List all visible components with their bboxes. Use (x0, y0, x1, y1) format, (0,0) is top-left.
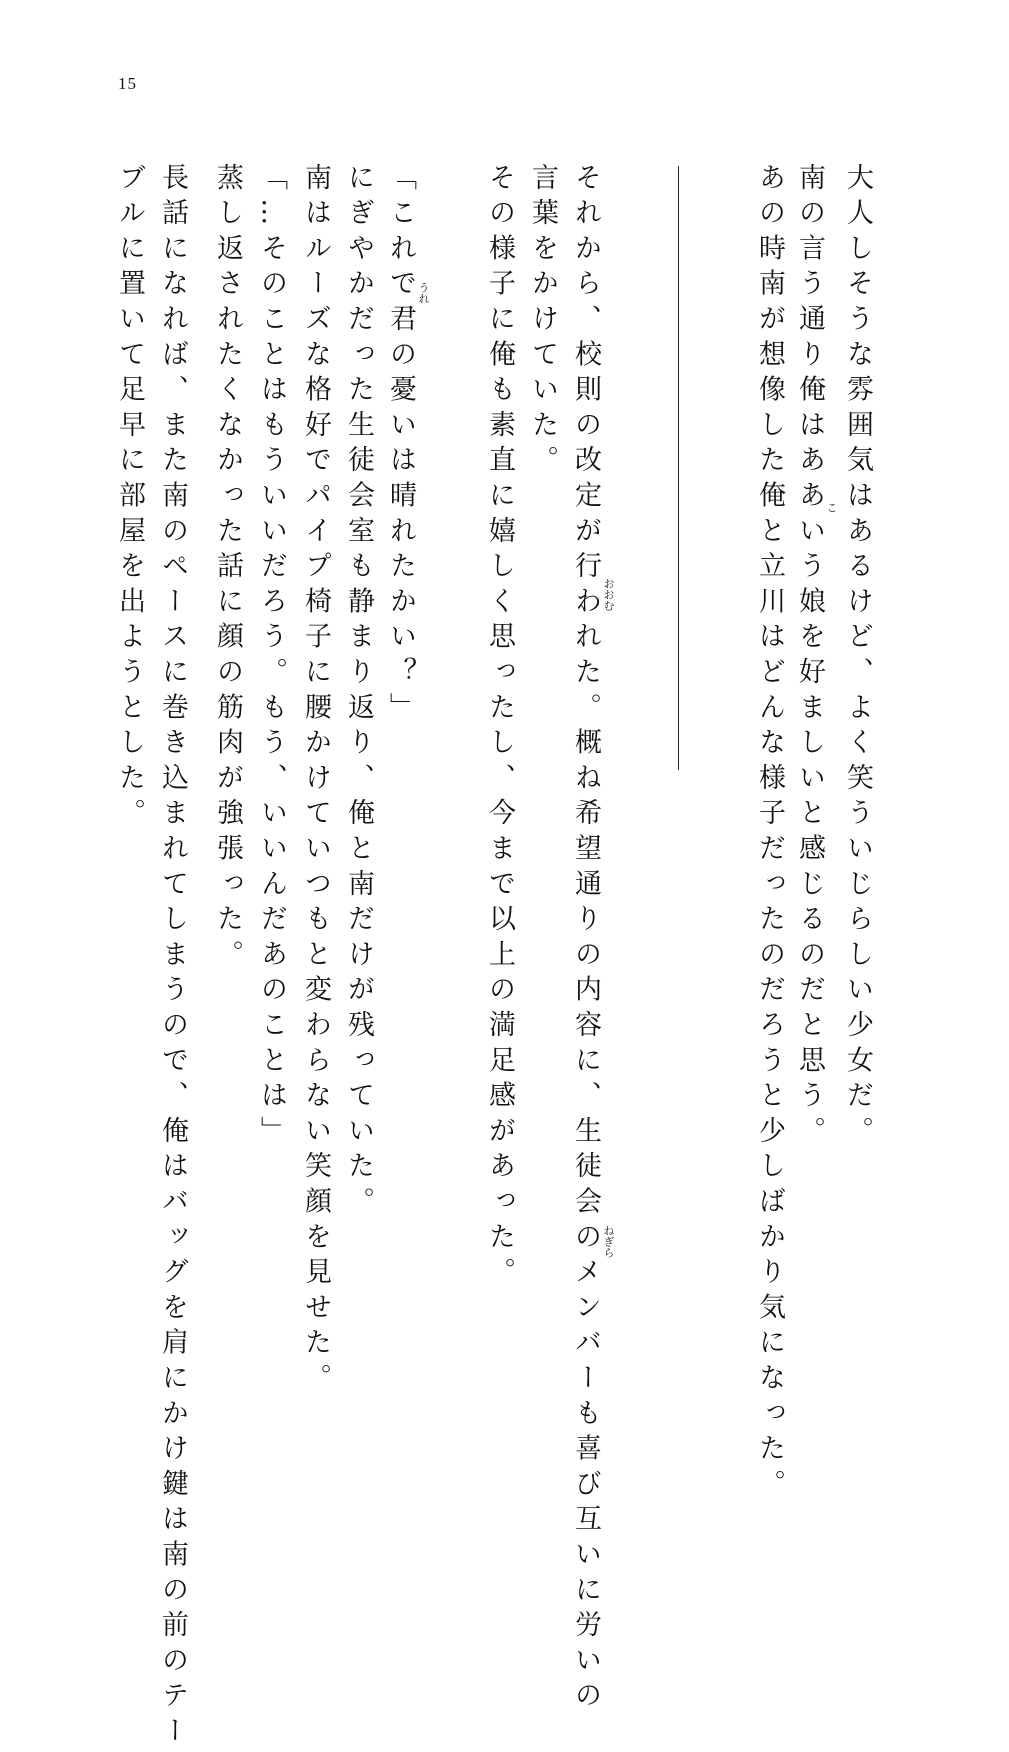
text-line: その様子に俺も素直に嬉しく思ったし、今まで以上の満足感があった。 (484, 163, 515, 1293)
scene-break-line (678, 166, 679, 770)
ruby-annotation: うれ (417, 282, 430, 304)
text-line: 言葉をかけていた。 (527, 163, 558, 481)
ruby-annotation: こ (825, 502, 838, 513)
text-line: 大人しそうな雰囲気はあるけど、よく笑ういじらしい少女だ。 (842, 163, 873, 1152)
text-line: にぎやかだった生徒会室も静まり返り、俺と南だけが残っていた。 (343, 163, 374, 1222)
text-line: 「これで君の憂いは晴れたかい？」 (385, 163, 416, 728)
text-line: あの時南が想像した俺と立川はどんな様子だったのだろうと少しばかり気になった。 (754, 163, 785, 1505)
text-line: 「…そのことはもういいだろう。もう、いいんだあのことは」 (256, 163, 287, 1152)
ruby-annotation: ねぎら (602, 1225, 615, 1258)
text-line: 南はルーズな格好でパイプ椅子に腰かけていつもと変わらない笑顔を見せた。 (300, 163, 331, 1399)
ruby-annotation: おおむ (602, 578, 615, 611)
text-line: 南の言う通り俺はああいう娘を好ましいと感じるのだと思う。 (794, 163, 825, 1152)
page-number: 15 (118, 74, 137, 93)
text-line: それから、校則の改定が行われた。概ね希望通りの内容に、生徒会のメンバーも喜び互いに労いの (570, 163, 601, 1717)
text-line: ブルに置いて足早に部屋を出ようとした。 (114, 163, 145, 834)
text-line: 蒸し返されたくなかった話に顔の筋肉が強張った。 (212, 163, 243, 975)
text-line: 長話になれば、また南のペースに巻き込まれてしまうので、俺はバッグを肩にかけ鍵は南の前のテー (157, 163, 188, 1752)
